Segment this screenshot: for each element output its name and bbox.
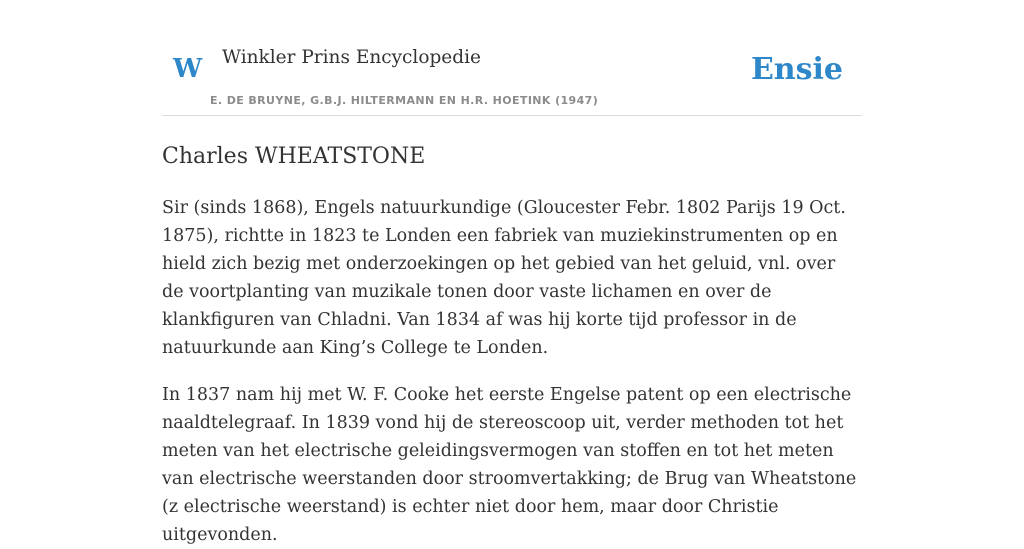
winkler-prins-logo[interactable]: W bbox=[173, 54, 203, 84]
article-paragraph-1: Sir (sinds 1868), Engels natuurkundige (Gloucester Febr. 1802 Parijs 19 Oct. 1875), richtte in 1823 te Londen een fabriek van muziekinstrumenten op en hield zich bezig met onderzoekingen op het gebied van het geluid, vnl. over de voortplanting van muzikale tonen door vaste lichamen en over de klankfiguren van Chladni. Van 1834 af was hij korte tijd professor in de natuurkunde aan King’s College te Londen. bbox=[162, 198, 846, 358]
article-paragraph-2: In 1837 nam hij met W. F. Cooke het eerste Engelse patent op een electrische naaldtelegraaf. In 1839 vond hij de stereoscoop uit, verder methoden tot het meten van het electrische geleidingsvermogen van stoffen en tot het meten van electrische weerstanden door stroomvertakking; de Brug van Wheatstone (z electrische weerstand) is echter niet door hem, maar door Christie uitgevonden. bbox=[162, 385, 857, 545]
source-authors: E. DE BRUYNE, G.B.J. HILTERMANN EN H.R. HOETINK (1947) bbox=[210, 94, 599, 107]
site-header bbox=[162, 0, 862, 116]
article-title: Charles WHEATSTONE bbox=[162, 144, 426, 169]
source-title[interactable]: Winkler Prins Encyclopedie bbox=[222, 47, 481, 68]
content-column bbox=[162, 0, 862, 549]
ensie-logo-link[interactable]: Ensie bbox=[750, 52, 843, 87]
